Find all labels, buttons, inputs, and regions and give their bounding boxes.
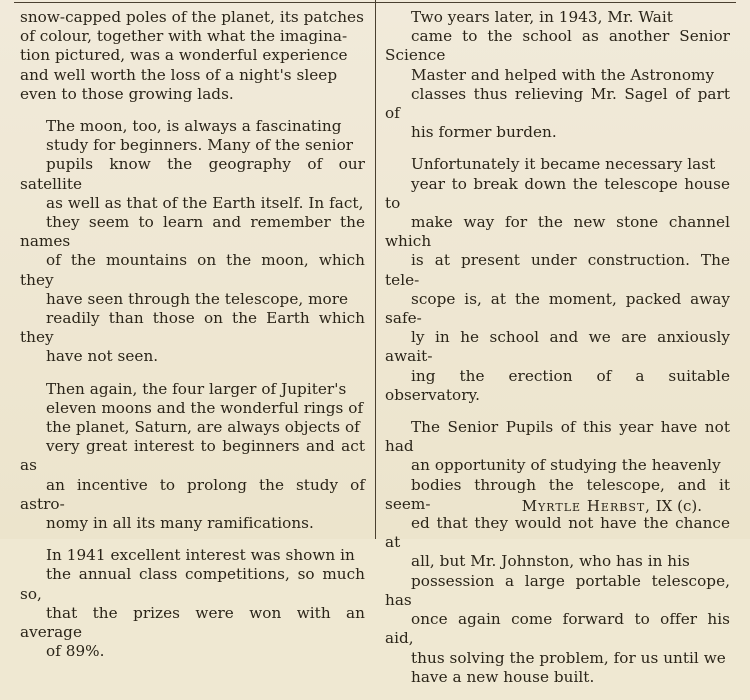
text-line: Two years later, in 1943, Mr. Wait: [411, 8, 673, 26]
text-line: scope is, at the moment, packed away safe-: [385, 289, 730, 328]
text-line: of colour, together with what the imagina-: [20, 27, 348, 46]
text-line: have seen through the telescope, more: [46, 289, 349, 308]
text-line: that the prizes were won with an average: [20, 603, 365, 642]
text-line: readily than those on the Earth which they: [20, 309, 365, 347]
text-line: ing the erection of a suitable observatory.: [385, 366, 730, 404]
paragraph: [20, 380, 365, 534]
author-name: Myrtle Herbst,: [521, 497, 651, 515]
text-line: study for beginners. Many of the senior: [46, 136, 354, 155]
text-line: very great interest to beginners and act as: [20, 437, 365, 475]
text-line: nomy in all its many ramifications.: [46, 514, 314, 533]
text-line: Master and helped with the Astronomy: [411, 65, 715, 84]
text-line: In 1941 excellent interest was shown in: [46, 546, 355, 565]
text-line: make way for the new stone channel which: [385, 213, 730, 251]
text-line: possession a large portable telescope, has: [385, 571, 730, 609]
text-line: bodies through the telescope, and it seem-: [385, 475, 730, 513]
text-line: Unfortunately it became necessary last: [411, 155, 716, 174]
text-line: ly in he school and we are anxiously await-: [385, 328, 730, 366]
paragraph: [20, 546, 365, 661]
paragraph: [385, 418, 730, 687]
text-line: they seem to learn and remember the names: [20, 213, 365, 251]
text-line: an incentive to prolong the study of astro-: [20, 475, 365, 513]
text-line: have a new house built.: [411, 667, 595, 686]
text-line: snow-capped poles of the planet, its patches: [20, 8, 364, 26]
paragraph: [20, 117, 365, 367]
text-line: Then again, the four larger of Jupiter's: [46, 379, 347, 398]
author-signature: [522, 497, 702, 515]
text-line: the annual class competitions, so much so,: [20, 565, 365, 603]
text-line: as well as that of the Earth itself. In fact,: [46, 193, 364, 212]
text-line: came to the school as another Senior Science: [385, 27, 730, 65]
right-column: [385, 8, 730, 700]
text-line: classes thus relieving Mr. Sagel of part of: [385, 84, 730, 123]
text-line: an opportunity of studying the heavenly: [411, 456, 721, 475]
text-line: even to those growing lads.: [20, 84, 234, 103]
text-line: pupils know the geography of our satellite: [20, 155, 365, 193]
paragraph: [20, 8, 365, 104]
column-divider: [375, 0, 376, 539]
left-column: [20, 8, 365, 675]
text-line: year to break down the telescope house to: [385, 174, 730, 212]
author-class: IX (c).: [655, 497, 702, 515]
text-line: once again come forward to offer his aid,: [385, 610, 730, 648]
text-line: of the mountains on the moon, which they: [20, 251, 365, 289]
text-line: eleven moons and the wonderful rings of: [46, 398, 364, 417]
text-line: thus solving the problem, for us until we: [411, 648, 726, 667]
text-line: The Senior Pupils of this year have not had: [385, 418, 730, 456]
text-line: tion pictured, was a wonderful experience: [20, 46, 348, 65]
text-line: is at present under construction. The tele-: [385, 251, 730, 289]
text-line: of 89%.: [46, 642, 105, 661]
text-line: and well worth the loss of a night's sleep: [20, 65, 338, 84]
paragraph: [385, 8, 730, 142]
paragraph: [385, 155, 730, 405]
text-line: ed that they would not have the chance at: [385, 514, 730, 552]
text-line: The moon, too, is always a fascinating: [46, 117, 342, 136]
text-line: have not seen.: [46, 347, 159, 366]
text-line: all, but Mr. Johnston, who has in his: [411, 552, 690, 571]
text-line: the planet, Saturn, are always objects of: [46, 418, 360, 437]
text-line: his former burden.: [411, 123, 557, 142]
